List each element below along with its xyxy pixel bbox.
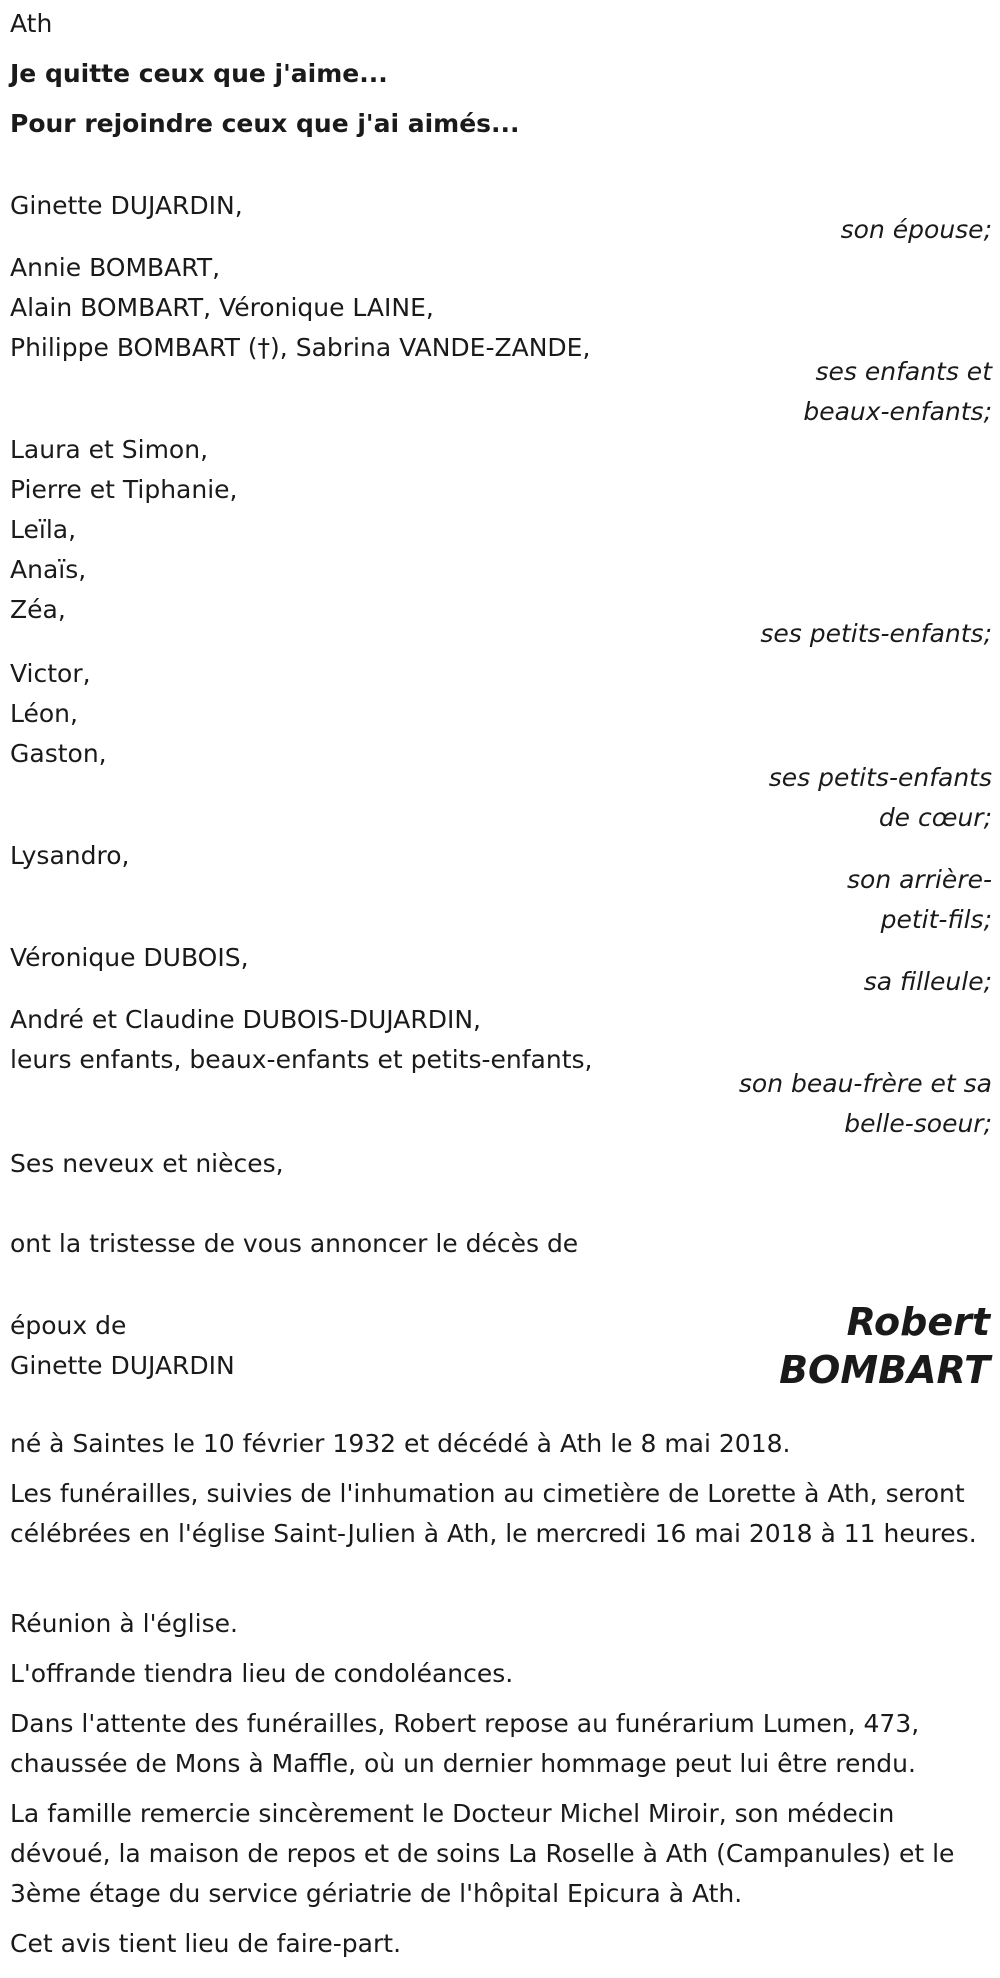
paragraph-meeting: Réunion à l'église. <box>10 1609 238 1638</box>
family-relation: belle-soeur; <box>844 1109 992 1138</box>
family-name-line: Ginette DUJARDIN, <box>10 191 243 220</box>
family-name-line: Gaston, <box>10 739 107 768</box>
city: Ath <box>10 9 53 38</box>
family-relation: son arrière- <box>847 865 992 894</box>
family-relation: petit-fils; <box>880 905 992 934</box>
family-relation: de cœur; <box>878 803 992 832</box>
family-relation: sa filleule; <box>863 967 992 996</box>
family-name-line: Véronique DUBOIS, <box>10 943 249 972</box>
family-relation: ses enfants et <box>815 357 992 386</box>
paragraph-funerarium: Dans l'attente des funérailles, Robert repose au funérarium Lumen, 473, chaussée de Mons à Maffle, où un dernier hommage peut lui être rendu. <box>10 1709 920 1778</box>
announcement: ont la tristesse de vous annoncer le décès de <box>10 1229 579 1258</box>
spouse-line-1: époux de <box>10 1311 127 1340</box>
family-name-line: Victor, <box>10 659 91 688</box>
family-relation: ses petits-enfants; <box>760 619 992 648</box>
family-name-line: Pierre et Tiphanie, <box>10 475 238 504</box>
deceased-first-name: Robert <box>846 1300 990 1344</box>
family-name-line: Laura et Simon, <box>10 435 209 464</box>
paragraph-funeral: Les funérailles, suivies de l'inhumation au cimetière de Lorette à Ath, seront célébrées en l'église Saint-Julien à Ath, le mercredi 16 mai 2018 à 11 heures. <box>10 1479 977 1548</box>
family-name-line: André et Claudine DUBOIS-DUJARDIN, <box>10 1005 481 1034</box>
family-name-line: leurs enfants, beaux-enfants et petits-enfants, <box>10 1045 593 1074</box>
family-name-line: Anaïs, <box>10 555 87 584</box>
spouse-line-2: Ginette DUJARDIN <box>10 1351 235 1380</box>
family-name-line: Alain BOMBART, Véronique LAINE, <box>10 293 434 322</box>
family-name-line: Philippe BOMBART (†), Sabrina VANDE-ZANDE, <box>10 333 591 362</box>
family-name-line: Léon, <box>10 699 78 728</box>
paragraph-offering: L'offrande tiendra lieu de condoléances. <box>10 1659 514 1688</box>
family-relation: ses petits-enfants <box>768 763 992 792</box>
family-name-line: Zéa, <box>10 595 66 624</box>
paragraph-birth-death: né à Saintes le 10 février 1932 et décédé à Ath le 8 mai 2018. <box>10 1429 791 1458</box>
family-name-line: Ses neveux et nièces, <box>10 1149 284 1178</box>
family-name-line: Leïla, <box>10 515 77 544</box>
family-relation: son beau-frère et sa <box>738 1069 992 1098</box>
family-name-line: Lysandro, <box>10 841 130 870</box>
paragraph-closing: Cet avis tient lieu de faire-part. <box>10 1929 402 1958</box>
deceased-last-name: BOMBART <box>779 1348 990 1392</box>
quote-line-2: Pour rejoindre ceux que j'ai aimés... <box>10 109 520 138</box>
family-name-line: Annie BOMBART, <box>10 253 221 282</box>
family-relation: beaux-enfants; <box>803 397 992 426</box>
deceased-name <box>779 1298 990 1394</box>
header-city <box>10 4 992 44</box>
family-relation: son épouse; <box>840 215 992 244</box>
quote-line-1: Je quitte ceux que j'aime... <box>10 59 388 88</box>
paragraph-thanks: La famille remercie sincèrement le Docteur Michel Miroir, son médecin dévoué, la maison de repos et de soins La Roselle à Ath (Campanules) et le 3ème étage du service gériatrie de l'hôpital Epicura à Ath. <box>10 1799 955 1908</box>
